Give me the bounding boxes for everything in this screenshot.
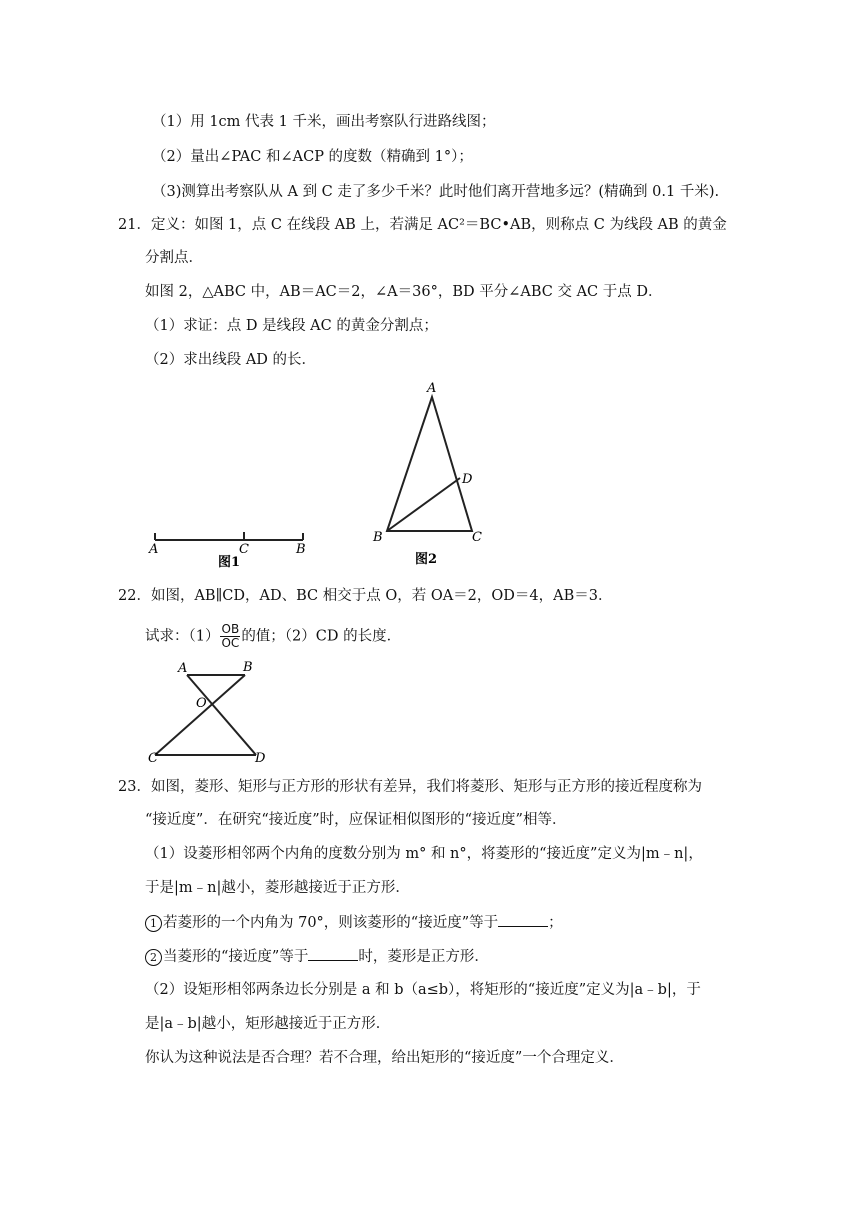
fig1-caption: 图1 <box>218 555 241 570</box>
q22-fraction <box>220 623 240 650</box>
q21-statement: 21．定义：如图 1，点 C 在线段 AB 上，若满足 AC²＝BC•AB，则称点 C 为线段 AB 的黄金 <box>118 217 727 233</box>
fig1-label-b: B <box>296 542 306 557</box>
q22-ask <box>145 623 401 650</box>
q21-statement-cont: 分割点． <box>145 250 203 266</box>
figure-2-triangle <box>365 375 495 575</box>
q22-ask-suffix: 的值；（2）CD 的长度． <box>241 628 402 645</box>
q22-label-o: O <box>196 696 207 711</box>
q20-part1: （1）用 1cm 代表 1 千米，画出考察队行进路线图； <box>152 114 496 130</box>
fig2-label-b: B <box>373 530 383 545</box>
q23-part1: （1）设菱形相邻两个内角的度数分别为 m° 和 n°，将菱形的“接近度”定义为|m﹣n|， <box>145 846 703 862</box>
q21-given: 如图 2，△ABC 中，AB＝AC＝2，∠A＝36°，BD 平分∠ABC 交 AC 于点 D． <box>145 284 663 300</box>
figure-q22-crossing-lines <box>145 655 270 765</box>
q23-subq2-end: 时，菱形是正方形． <box>358 949 489 965</box>
answer-blank-1[interactable] <box>498 912 548 927</box>
q23-subq1 <box>145 912 563 933</box>
q20-part3: （3)测算出考察队从 A 到 C 走了多少千米？此时他们离开营地多远？(精确到 0.1 千米). <box>152 184 720 200</box>
q20-part2: （2）量出∠PAC 和∠ACP 的度数（精确到 1°）； <box>152 149 473 165</box>
q21-part1: （1）求证：点 D 是线段 AC 的黄金分割点； <box>145 318 438 334</box>
fraction-denominator: OC <box>221 636 240 650</box>
fig1-label-a: A <box>149 542 159 557</box>
q22-ask-prefix: 试求：（1） <box>145 628 220 645</box>
q23-subq2-text: 当菱形的“接近度”等于 <box>163 949 309 965</box>
q23-part1-cont: 于是|m﹣n|越小，菱形越接近于正方形． <box>145 880 410 896</box>
q23-question: 你认为这种说法是否合理？若不合理，给出矩形的“接近度”一个合理定义． <box>145 1050 624 1066</box>
q21-part2: （2）求出线段 AD 的长． <box>145 352 317 368</box>
q23-statement: 23．如图，菱形、矩形与正方形的形状有差异，我们将菱形、矩形与正方形的接近程度称为 <box>118 779 702 795</box>
q23-statement-cont: “接近度”．在研究“接近度”时，应保证相似图形的“接近度”相等． <box>145 812 567 828</box>
q22-statement: 22．如图，AB∥CD，AD、BC 相交于点 O，若 OA＝2，OD＝4，AB＝3． <box>118 588 613 604</box>
q22-label-b: B <box>243 660 253 675</box>
circled-number-1: 1 <box>145 915 162 932</box>
q23-part2-cont: 是|a﹣b|越小，矩形越接近于正方形． <box>145 1016 391 1032</box>
fig2-label-c: C <box>472 530 482 545</box>
circled-number-2: 2 <box>145 949 162 966</box>
fig2-caption: 图2 <box>415 552 438 567</box>
q22-label-a: A <box>178 661 188 676</box>
figure-1-segment <box>145 520 315 570</box>
fig2-label-a: A <box>427 381 437 396</box>
q23-subq2 <box>145 946 489 967</box>
answer-blank-2[interactable] <box>308 946 358 961</box>
fraction-numerator: OB <box>221 622 240 636</box>
q23-subq1-text: 若菱形的一个内角为 70°，则该菱形的“接近度”等于 <box>163 915 499 931</box>
fig1-label-c: C <box>239 542 249 557</box>
fig2-label-d: D <box>462 472 473 487</box>
q22-label-c: C <box>148 751 158 765</box>
q23-subq1-end: ； <box>548 915 563 931</box>
q22-label-d: D <box>255 751 266 765</box>
q23-part2: （2）设矩形相邻两条边长分别是 a 和 b（a≤b），将矩形的“接近度”定义为|a﹣b|，于 <box>145 982 701 998</box>
